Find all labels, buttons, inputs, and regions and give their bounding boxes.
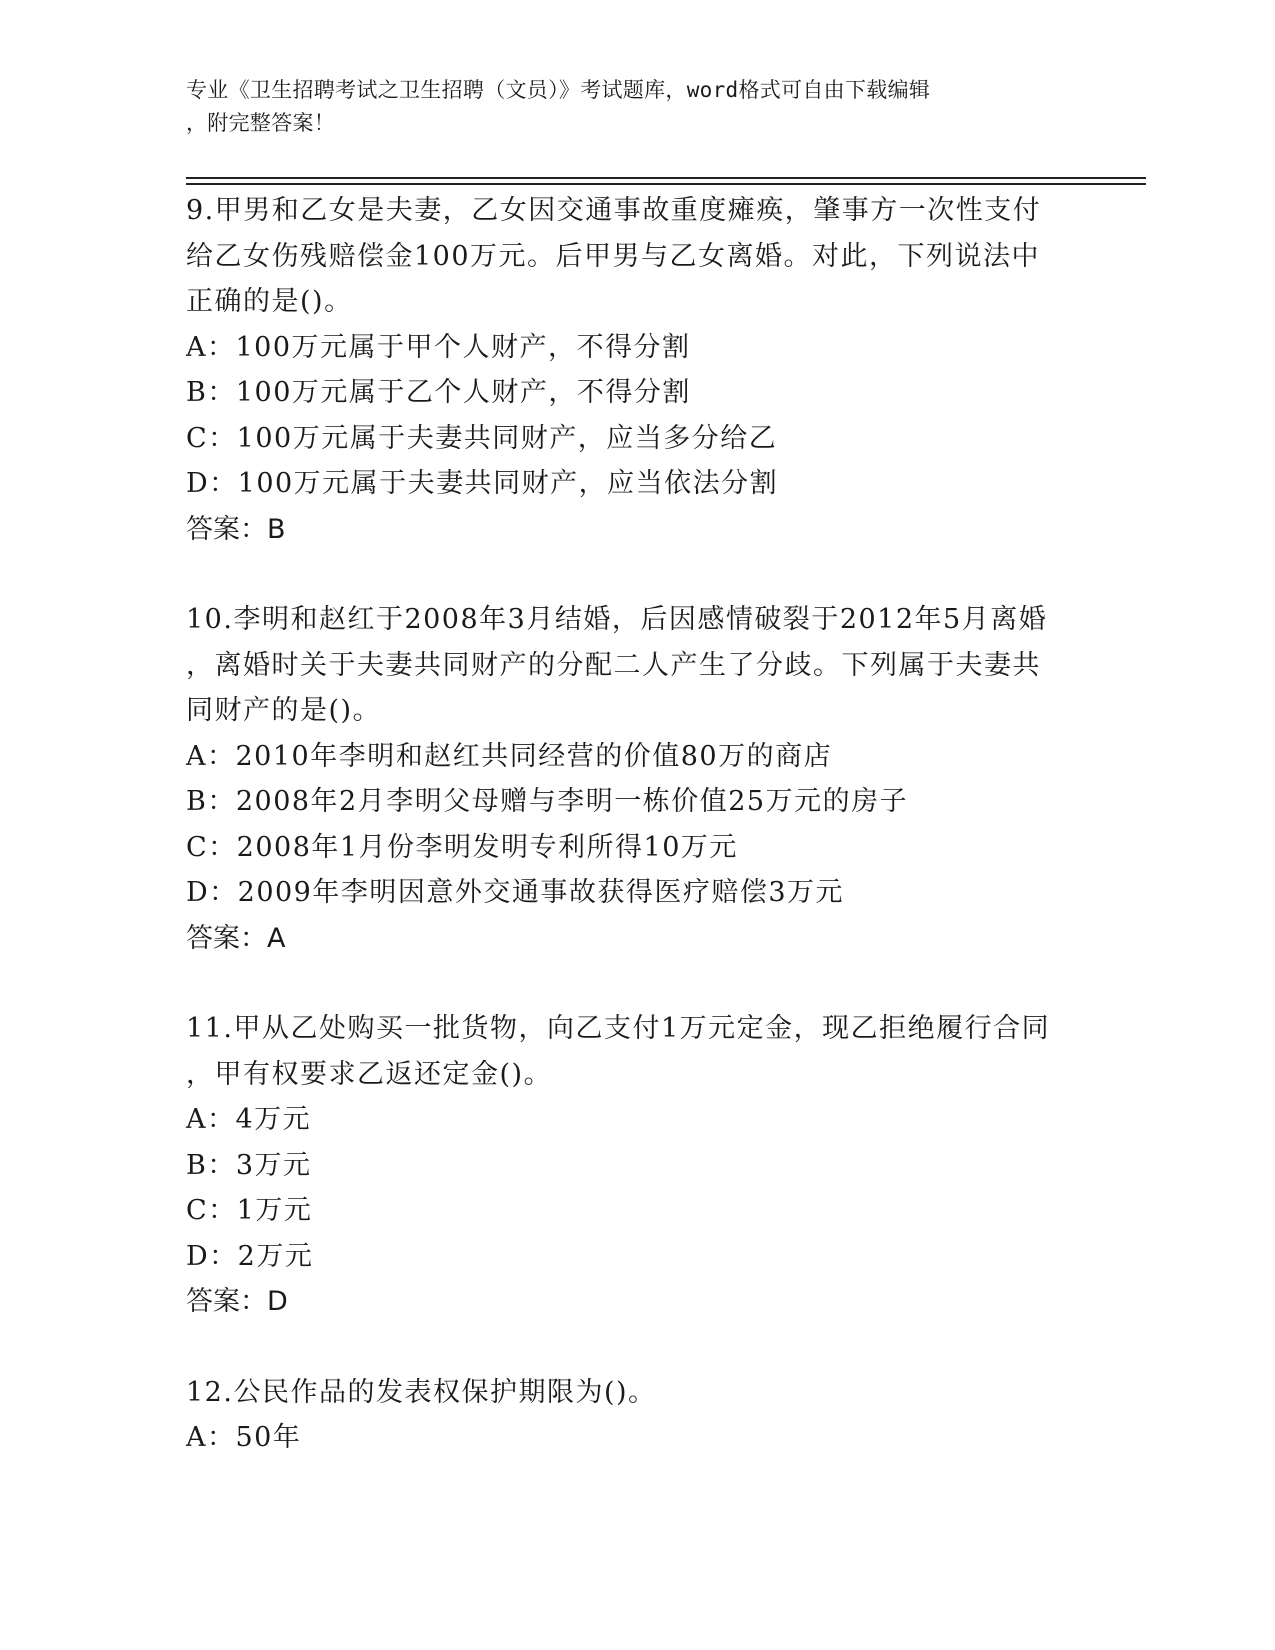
- header-line: ，附完整答案！: [186, 111, 336, 135]
- question-stem: 12.公民作品的发表权保护期限为()。: [186, 1376, 657, 1408]
- question-spacer: [186, 1325, 1146, 1370]
- option-d: D：100万元属于夫妻共同财产，应当依法分割: [186, 468, 779, 499]
- option-b: B：3万元: [186, 1149, 312, 1181]
- option-c: C：100万元属于夫妻共同财产，应当多分给乙: [186, 422, 778, 454]
- question-stem: 正确的是()。: [186, 286, 353, 317]
- header-divider: [186, 177, 1146, 179]
- answer-label: 答案：D: [186, 1286, 288, 1317]
- question-stem: ，甲有权要求乙返还定金()。: [186, 1058, 553, 1090]
- option-d: D：2万元: [186, 1240, 314, 1272]
- header-divider: [186, 183, 1146, 185]
- option-a: A：100万元属于甲个人财产，不得分割: [186, 331, 691, 363]
- question-spacer: [186, 552, 1146, 597]
- question-10: [186, 597, 1146, 961]
- document-header: [186, 74, 1066, 140]
- header-line: 专业《卫生招聘考试之卫生招聘（文员）》考试题库，word格式可自由下载编辑: [186, 78, 931, 102]
- option-b: B：100万元属于乙个人财产，不得分割: [186, 377, 691, 408]
- option-d: D：2009年李明因意外交通事故获得医疗赔偿3万元: [186, 877, 845, 908]
- option-b: B：2008年2月李明父母赠与李明一栋价值25万元的房子: [186, 786, 909, 817]
- question-stem: 10.李明和赵红于2008年3月结婚，后因感情破裂于2012年5月离婚: [186, 604, 1048, 635]
- question-spacer: [186, 961, 1146, 1006]
- option-a: A：50年: [186, 1422, 302, 1453]
- question-11: [186, 1006, 1146, 1325]
- question-12: [186, 1370, 1146, 1461]
- question-list: [186, 188, 1146, 1461]
- answer-label: 答案：B: [186, 513, 286, 545]
- question-stem: 同财产的是()。: [186, 695, 382, 726]
- question-stem: ，离婚时关于夫妻共同财产的分配二人产生了分歧。下列属于夫妻共: [186, 649, 1041, 681]
- question-stem: 给乙女伤残赔偿金100万元。后甲男与乙女离婚。对此，下列说法中: [186, 240, 1041, 272]
- question-stem: 11.甲从乙处购买一批货物，向乙支付1万元定金，现乙拒绝履行合同: [186, 1013, 1051, 1044]
- question-9: [186, 188, 1146, 552]
- option-a: A：2010年李明和赵红共同经营的价值80万的商店: [186, 740, 833, 772]
- option-c: C：1万元: [186, 1195, 313, 1226]
- answer-label: 答案：A: [186, 922, 286, 954]
- option-a: A：4万元: [186, 1104, 312, 1135]
- option-c: C：2008年1月份李明发明专利所得10万元: [186, 831, 738, 863]
- question-stem: 9.甲男和乙女是夫妻，乙女因交通事故重度瘫痪，肇事方一次性支付: [186, 195, 1042, 226]
